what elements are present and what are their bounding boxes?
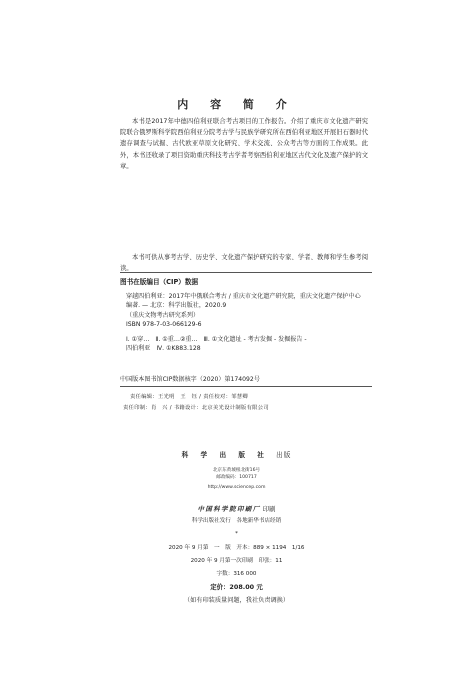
cip-record bbox=[126, 292, 366, 353]
word-count: 字数：316 000 bbox=[216, 571, 257, 577]
publisher-address: 北京东黄城根北街16号 bbox=[212, 468, 261, 473]
cip-library-number: 中国版本图书馆CIP数据核字（2020）第174092号 bbox=[120, 376, 260, 383]
publisher-website: http://www.sciencep.com bbox=[207, 485, 266, 490]
quality-notice: （如有印装质量问题，我社负责调换） bbox=[183, 597, 290, 604]
page-title: 内 容 简 介 bbox=[177, 98, 296, 111]
cip-title-line: 穿越四伯利亚：2017年中俄联合考古 / 重庆市文化遗产研究院，重庆文化遗产保护中心编著. — 北京：科学出版社，2020.9 bbox=[126, 293, 361, 310]
credits-line: 责任编辑：王光明 王 钰 / 责任校对：邹慧卿 bbox=[130, 394, 248, 400]
printer-block bbox=[0, 504, 473, 513]
cip-series-line: （重庆文物考古研究系列） bbox=[126, 311, 200, 319]
summary-paragraph: 本书是2017年中德四伯利亚联合考古项目的工作报告。介绍了重庆市文化遗产研究院联合俄罗斯科学院西伯利亚分院考古学与民族学研究所在西伯利亚地区开展旧石器时代遗存调查与试掘、古代欧亚草原文化研究、学术交流、公众考古等方面的工作成果。此外，本书还收录了项目资助重庆科技考古学者考察西伯利亚地区古代文化及遗产保护的文章。 bbox=[120, 118, 368, 170]
divider-top bbox=[120, 272, 372, 273]
star-separator: * bbox=[235, 531, 238, 537]
divider-bottom bbox=[120, 386, 372, 387]
edition-line: 2020 年 9 月第 一 版 开本：889 × 1194 1/16 bbox=[168, 545, 305, 551]
cip-subjects-line: 四伯利亚 Ⅳ. ①K883.128 bbox=[126, 345, 201, 353]
publisher-postcode: 邮政编码：100717 bbox=[216, 475, 257, 480]
printer-suffix: 印刷 bbox=[262, 505, 276, 513]
publisher-block bbox=[0, 449, 473, 459]
printing-line: 2020 年 9 月第一次印刷 印张：11 bbox=[190, 558, 283, 564]
summary-paragraph-audience: 本书可供从事考古学、历史学、文化遗产保护研究的专家、学者、教师和学生参考阅读。 bbox=[120, 254, 368, 273]
distribution-line: 科学出版社发行 各地新华书店经销 bbox=[191, 518, 282, 524]
cip-subjects-line: Ⅰ. ①穿… Ⅱ. ①重…②重… Ⅲ. ①文化遗址 - 考古发掘 - 发掘报告 - bbox=[126, 335, 307, 343]
publisher-suffix: 出版 bbox=[276, 451, 292, 459]
price: 定价：208.00 元 bbox=[210, 583, 263, 591]
cip-isbn: ISBN 978-7-03-066129-6 bbox=[126, 321, 202, 329]
credits-line: 责任印制：肖 兴 / 书籍设计：北京美光设计制版有限公司 bbox=[123, 405, 269, 411]
printer-name: 中国科学院印刷厂 bbox=[197, 505, 261, 513]
cip-heading: 图书在版编目（CIP）数据 bbox=[120, 278, 199, 286]
publisher-name: 科 学 出 版 社 bbox=[181, 451, 269, 459]
